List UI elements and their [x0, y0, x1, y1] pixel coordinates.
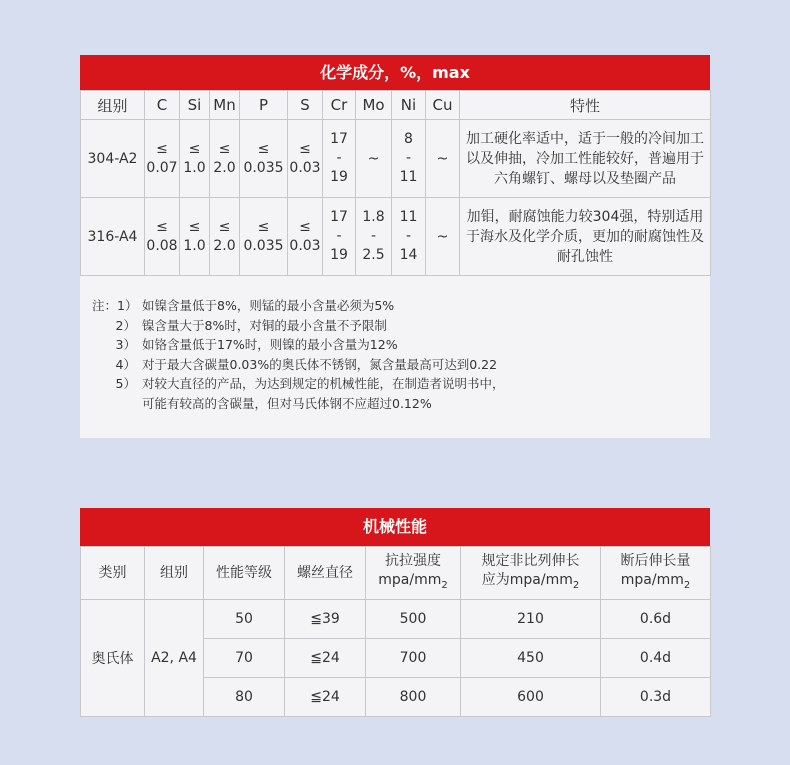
col-header-mn: Mn: [210, 91, 240, 120]
diameter-cell: ≦24: [285, 678, 366, 717]
yield-cell: 210: [461, 600, 601, 639]
elongation-cell: 0.3d: [601, 678, 711, 717]
col-header-group: 组别: [81, 91, 145, 120]
col-header-cr: Cr: [323, 91, 356, 120]
col-header-mo: Mo: [356, 91, 392, 120]
col-header-diameter: 螺丝直径: [285, 547, 366, 600]
note-item: 4） 对于最大含碳量0.03%的奥氏体不锈钢，氮含量最高可达到0.22: [115, 356, 498, 372]
note-item: 2） 镍含量大于8%时，对铜的最小含量不予限制: [115, 317, 387, 333]
cu-cell: ~: [426, 120, 460, 198]
p-cell: ≤ 0.035: [240, 120, 288, 198]
diameter-cell: ≦39: [285, 600, 366, 639]
group-cell: A2, A4: [145, 600, 204, 717]
chemical-composition-table: [80, 90, 711, 276]
tensile-cell: 500: [366, 600, 461, 639]
category-cell: 奥氏体: [81, 600, 145, 717]
col-header-yield: 规定非比列伸长 应为mpa/$mm_2$: [461, 547, 601, 600]
col-header-tensile: 抗拉强度 mpa/$mm_2$: [366, 547, 461, 600]
col-header-elongation: 断后伸长量 mpa/$mm_2$: [601, 547, 711, 600]
col-header-ni: Ni: [392, 91, 426, 120]
chemical-composition-panel: [80, 55, 710, 438]
cr-cell: 17 - 19: [323, 198, 356, 276]
note-item: 5） 对较大直径的产品，为达到规定的机械性能，在制造者说明书中，: [115, 376, 505, 391]
col-header-cu: Cu: [426, 91, 460, 120]
mn-cell: ≤ 2.0: [210, 120, 240, 198]
cu-cell: ~: [426, 198, 460, 276]
s-cell: ≤ 0.03: [288, 198, 323, 276]
note-item: 可能有较高的含碳量，但对马氏体钢不应超过0.12%: [142, 395, 432, 411]
elongation-cell: 0.4d: [601, 639, 711, 678]
c-cell: ≤ 0.07: [145, 120, 180, 198]
col-header-si: Si: [180, 91, 210, 120]
chemical-composition-title: 化学成分，%，max: [80, 55, 710, 90]
tensile-cell: 700: [366, 639, 461, 678]
p-cell: ≤ 0.035: [240, 198, 288, 276]
col-header-grade: 性能等级: [204, 547, 285, 600]
grade-cell: 70: [204, 639, 285, 678]
yield-cell: 450: [461, 639, 601, 678]
table-row: [81, 120, 711, 198]
s-cell: ≤ 0.03: [288, 120, 323, 198]
ni-cell: 11 - 14: [392, 198, 426, 276]
col-header-c: C: [145, 91, 180, 120]
mechanical-properties-table: [80, 546, 711, 717]
note-item: 3） 如铬含量低于17%时，则镍的最小含量为12%: [115, 337, 398, 352]
si-cell: ≤ 1.0: [180, 120, 210, 198]
cr-cell: 17 - 19: [323, 120, 356, 198]
si-cell: ≤ 1.0: [180, 198, 210, 276]
yield-cell: 600: [461, 678, 601, 717]
note-label: 注：1）: [92, 298, 138, 313]
grade-cell: 80: [204, 678, 285, 717]
mechanical-properties-panel: [80, 508, 710, 717]
group-cell: 316-A4: [81, 198, 145, 276]
table-header-row: [81, 91, 711, 120]
col-header-p: P: [240, 91, 288, 120]
table-row: [81, 600, 711, 639]
c-cell: ≤ 0.08: [145, 198, 180, 276]
diameter-cell: ≦24: [285, 639, 366, 678]
col-header-category: 类别: [81, 547, 145, 600]
mo-cell: 1.8 - 2.5: [356, 198, 392, 276]
elongation-cell: 0.6d: [601, 600, 711, 639]
note-item: 注：1） 如镍含量低于8%，则锰的最小含量必须为5%: [92, 296, 710, 316]
table-header-row: [81, 547, 711, 600]
col-header-property: 特性: [460, 91, 711, 120]
col-header-group: 组别: [145, 547, 204, 600]
mn-cell: ≤ 2.0: [210, 198, 240, 276]
property-cell: 加工硬化率适中，适于一般的冷间加工以及伸抽，冷加工性能较好，普遍用于六角螺钉、螺母以及垫圈产品: [460, 120, 711, 198]
property-cell: 加钼，耐腐蚀能力较304强，特别适用于海水及化学介质，更加的耐腐蚀性及耐孔蚀性: [460, 198, 711, 276]
ni-cell: 8 - 11: [392, 120, 426, 198]
table-row: [81, 198, 711, 276]
mechanical-properties-title: 机械性能: [80, 508, 710, 546]
group-cell: 304-A2: [81, 120, 145, 198]
mo-cell: ~: [356, 120, 392, 198]
notes-section: [80, 276, 710, 413]
col-header-s: S: [288, 91, 323, 120]
grade-cell: 50: [204, 600, 285, 639]
tensile-cell: 800: [366, 678, 461, 717]
